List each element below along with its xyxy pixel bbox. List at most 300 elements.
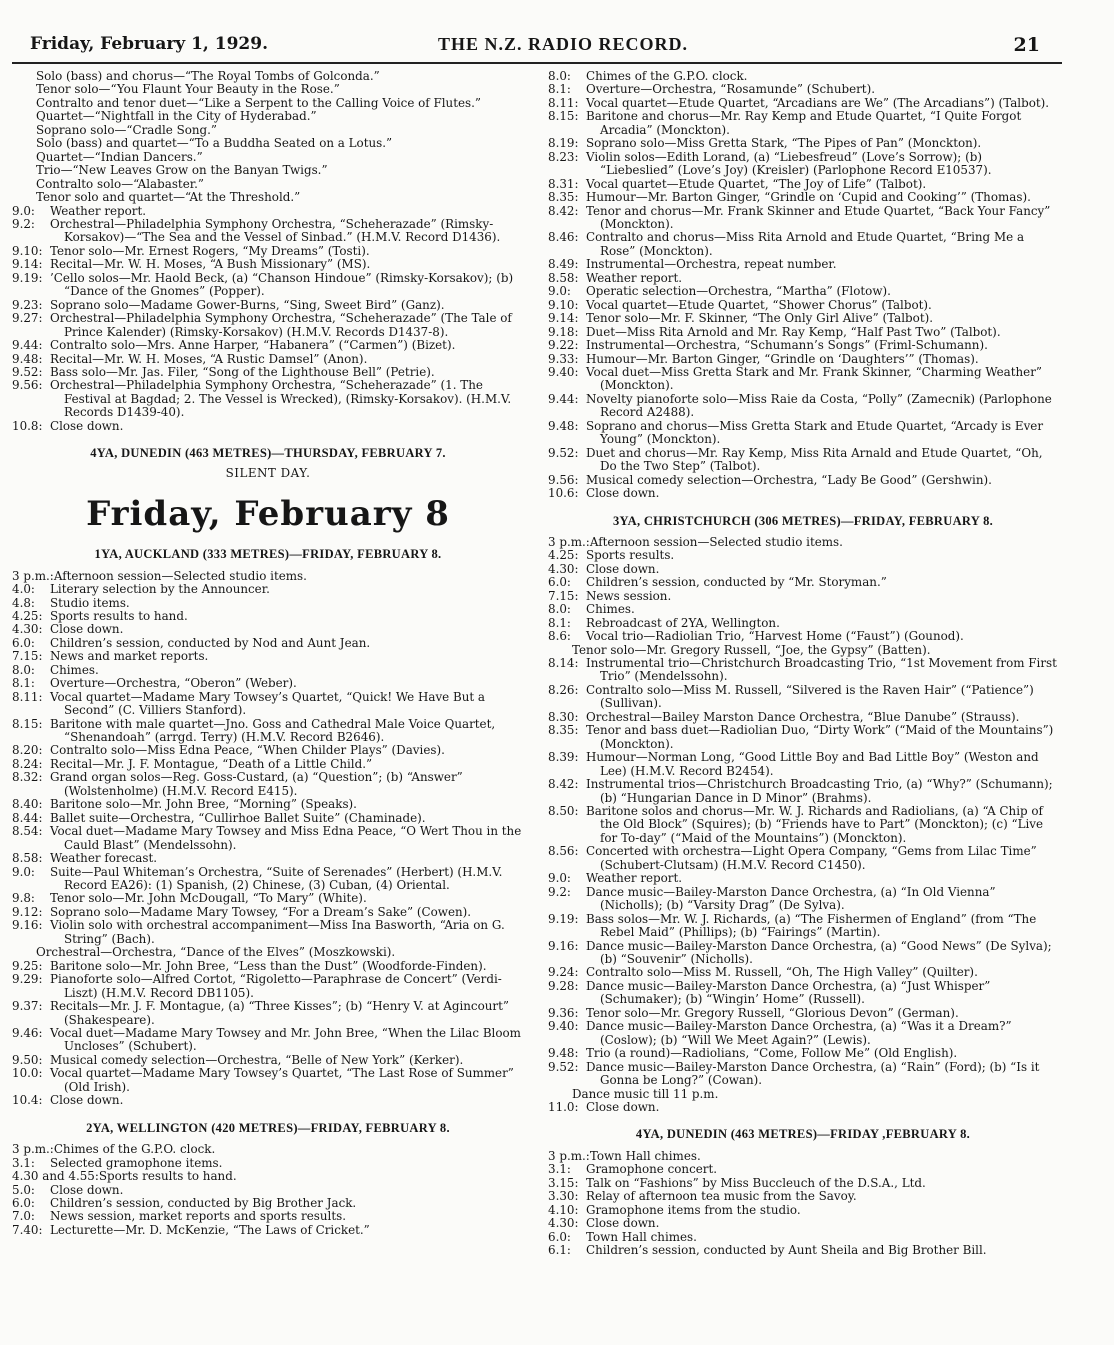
programme-entry	[12, 852, 524, 865]
entry-text: Rebroadcast of 2YA, Wellington.	[586, 615, 780, 630]
programme-entry	[12, 623, 524, 636]
entry-time: 9.22:	[548, 338, 579, 353]
entry-time: 9.52:	[548, 1059, 579, 1074]
entry-text: Baritone solo—Mr. John Bree, “Morning” (Speaks).	[50, 797, 357, 812]
programme-entry	[12, 610, 524, 623]
entry-text: Tenor solo—Mr. Ernest Rogers, “My Dreams” (Tosti).	[50, 243, 370, 258]
entry-time: 9.19:	[12, 270, 43, 285]
programme-entry	[12, 1067, 524, 1094]
right-column	[548, 70, 1058, 1258]
entry-text: Close down.	[586, 1099, 660, 1114]
entry-time: 9.28:	[548, 978, 579, 993]
section-heading: 4YA, DUNEDIN (463 METRES)—FRIDAY ,FEBRUARY 8.	[635, 1127, 971, 1142]
programme-entry	[548, 205, 1058, 232]
programme-entry	[12, 583, 524, 596]
entry-text: Contralto solo—Miss M. Russell, “Silvered is the Raven Hair” (“Patience”) (Sullivan).	[586, 682, 1034, 711]
programme-entry	[548, 1007, 1058, 1020]
entry-time: 9.16:	[548, 938, 579, 953]
entry-text: Duet and chorus—Mr. Ray Kemp, Miss Rita Arnald and Etude Quartet, “Oh, Do the Two Step” (Talbot).	[586, 445, 1043, 474]
programme-entry	[12, 137, 524, 150]
programme-entry	[548, 845, 1058, 872]
entry-time: 9.48:	[548, 1046, 579, 1061]
entry-time: 9.48:	[548, 418, 579, 433]
entry-text: Vocal trio—Radiolian Trio, “Harvest Home (“Faust”) (Gounod).	[586, 629, 964, 644]
entry-text: Literary selection by the Announcer.	[50, 582, 270, 597]
programme-entry	[548, 1101, 1058, 1114]
programme-entry	[12, 70, 524, 83]
programme-entry	[548, 684, 1058, 711]
entry-time: 8.46:	[548, 230, 579, 245]
entry-text: Vocal quartet—Madame Mary Towsey’s Quartet, “The Last Rose of Summer” (Old Irish).	[50, 1066, 514, 1094]
programme-entry	[548, 751, 1058, 778]
programme-entry	[548, 590, 1058, 603]
section-heading: 1YA, AUCKLAND (333 METRES)—FRIDAY, FEBRUARY 8.	[94, 547, 442, 562]
entry-text: Vocal quartet—Etude Quartet, “Arcadians are We” (The Arcadians”) (Talbot).	[586, 95, 1050, 110]
entry-time: 8.23:	[548, 149, 579, 164]
entry-time: 8.6:	[548, 629, 571, 644]
entry-time: 10.4:	[12, 1093, 43, 1108]
programme-entry	[12, 1143, 524, 1156]
entry-text: Violin solos—Edith Lorand, (a) “Liebesfreud” (Love’s Sorrow); (b) “Liebeslied” (Love’s Joy) (Kreisler) (Parlophone Record E10537).	[586, 149, 992, 178]
entry-text: Soprano solo—Madame Mary Towsey, “For a Dream’s Sake” (Cowen).	[50, 904, 472, 919]
entry-time: 8.0:	[12, 662, 35, 677]
entry-text: Dance music—Bailey-Marston Dance Orchestra, (a) “Was it a Dream?” (Coslow); (b) “Will We Meet Again?” (Lewis).	[586, 1019, 1012, 1047]
entry-text: Pianoforte solo—Alfred Cortot, “Rigoletto—Paraphrase de Concert” (Verdi-Liszt) (H.M.V. Record DB1105).	[50, 972, 502, 1000]
programme-entry	[548, 110, 1058, 137]
programme-entry	[12, 164, 524, 177]
entry-text: Soprano solo—Madame Gower-Burns, “Sing, Sweet Bird” (Ganz).	[50, 297, 445, 312]
entry-time: 8.42:	[548, 203, 579, 218]
entry-text: Baritone solos and chorus—Mr. W. J. Richards and Radiolians, (a) “A Chip of the Old Block” (Squires); (b) “Friends have to Part” (Monckton); (c) “Live for To-day” (“Maid of the Mountains”) (Monckton).	[586, 804, 1044, 845]
programme-list	[12, 570, 524, 1108]
silent-day-note: SILENT DAY.	[225, 465, 311, 480]
programme-entry	[548, 1190, 1058, 1203]
entry-text: Contralto and tenor duet—“Like a Serpent to the Calling Voice of Flutes.”	[36, 95, 481, 110]
entry-text: Talk on “Fashions” by Miss Buccleuch of the D.S.A., Ltd.	[586, 1175, 926, 1190]
programme-entry	[12, 299, 524, 312]
entry-text: Soprano and chorus—Miss Gretta Stark and Etude Quartet, “Arcady is Ever Young” (Monckton).	[586, 418, 1044, 447]
entry-time: 8.54:	[12, 824, 43, 839]
entry-text: Vocal quartet—Etude Quartet, “The Joy of Life” (Talbot).	[586, 176, 927, 191]
entry-time: 8.1:	[548, 615, 571, 630]
entry-time: 8.42:	[548, 777, 579, 792]
entry-time: 9.0:	[12, 203, 35, 218]
programme-list	[12, 1143, 524, 1237]
entry-text: Soprano solo—“Cradle Song.”	[36, 122, 218, 137]
entry-text: Violin solo with orchestral accompaniment—Miss Ina Basworth, “Aria on G. String” (Bach).	[50, 918, 505, 946]
programme-entry	[548, 576, 1058, 589]
entry-time: 8.19:	[548, 136, 579, 151]
entry-text: Vocal duet—Madame Mary Towsey and Mr. John Bree, “When the Lilac Bloom Uncloses” (Schubert).	[50, 1026, 521, 1054]
programme-entry	[12, 420, 524, 433]
programme-entry	[12, 124, 524, 137]
entry-text: ’Cello solos—Mr. Haold Beck, (a) “Chanson Hindoue” (Rimsky-Korsakov); (b) “Dance of the Gnomes” (Popper).	[50, 270, 514, 299]
entry-time: 9.2:	[548, 884, 571, 899]
section-heading: 2YA, WELLINGTON (420 METRES)—FRIDAY, FEBRUARY 8.	[86, 1120, 450, 1135]
entry-time: 9.56:	[548, 472, 579, 487]
entry-time: 9.0:	[12, 864, 35, 879]
entry-time: 8.20:	[12, 743, 43, 758]
entry-text: Chimes.	[586, 602, 635, 617]
entry-text: Bass solo—Mr. Jas. Filer, “Song of the Lighthouse Bell” (Petrie).	[50, 364, 435, 379]
entry-text: Lecturette—Mr. D. McKenzie, “The Laws of Cricket.”	[50, 1222, 370, 1237]
programme-entry	[548, 1177, 1058, 1190]
entry-text: Dance music—Bailey-Marston Dance Orchestra, (a) “Rain” (Ford); (b) “Is it Gonna be Long?” (Cowan).	[586, 1059, 1040, 1088]
entry-time: 9.24:	[548, 965, 579, 980]
programme-entry	[12, 973, 524, 1000]
entry-text: Instrumental trio—Christchurch Broadcasting Trio, “1st Movement from First Trio” (Mendelssohn).	[586, 656, 1057, 684]
programme-entry	[548, 312, 1058, 325]
entry-time: 8.0:	[548, 602, 571, 617]
programme-entry	[12, 312, 524, 339]
programme-entry	[12, 960, 524, 973]
entry-time: 10.6:	[548, 486, 579, 501]
programme-list	[12, 70, 524, 433]
entry-time: 9.25:	[12, 958, 43, 973]
entry-time: 9.2:	[12, 216, 35, 231]
programme-entry	[548, 285, 1058, 298]
programme-entry	[548, 97, 1058, 110]
entry-time: 9.19:	[548, 911, 579, 926]
programme-entry	[12, 677, 524, 690]
entry-time: 8.30:	[548, 709, 579, 724]
entry-text: Dance music—Bailey-Marston Dance Orchestra, (a) “Good News” (De Sylva); (b) “Souvenir” (Nicholls).	[586, 938, 1052, 966]
programme-entry	[12, 353, 524, 366]
entry-time: 4.10:	[548, 1202, 579, 1217]
entry-time: 8.32:	[12, 770, 43, 785]
programme-entry	[12, 218, 524, 245]
entry-time: 8.56:	[548, 844, 579, 859]
programme-entry	[548, 657, 1058, 684]
entry-text: Close down.	[50, 418, 124, 433]
programme-entry	[12, 946, 524, 959]
entry-time: 4.25:	[12, 608, 43, 623]
entry-text: Recital—Mr. J. F. Montague, “Death of a Little Child.”	[50, 756, 373, 771]
entry-time: 7.15:	[548, 588, 579, 603]
entry-time: 8.49:	[548, 257, 579, 272]
entry-text: Children’s session, conducted by “Mr. Storyman.”	[586, 575, 887, 590]
entry-text: Tenor solo—Mr. F. Skinner, “The Only Girl Alive” (Talbot).	[586, 311, 934, 326]
entry-time: 3.1:	[12, 1155, 35, 1170]
programme-entry	[12, 339, 524, 352]
programme-entry	[12, 570, 524, 583]
entry-text: Novelty pianoforte solo—Miss Raie da Costa, “Polly” (Zamecnik) (Parlophone Record A2488).	[586, 391, 1052, 420]
programme-entry	[12, 597, 524, 610]
entry-time: 4.0:	[12, 582, 35, 597]
entry-text: Weather report.	[50, 203, 147, 218]
header-rule	[12, 62, 1062, 64]
programme-entry	[548, 353, 1058, 366]
programme-entry	[548, 1020, 1058, 1047]
entry-text: Contralto and chorus—Miss Rita Arnold and Etude Quartet, “Bring Me a Rose” (Monckton).	[586, 230, 1025, 258]
programme-entry	[12, 97, 524, 110]
programme-entry	[12, 1157, 524, 1170]
programme-entry	[12, 1210, 524, 1223]
entry-time: 8.35:	[548, 723, 579, 738]
entry-text: Duet—Miss Rita Arnold and Mr. Ray Kemp, “Half Past Two” (Talbot).	[586, 324, 1001, 339]
entry-text: Vocal duet—Miss Gretta Stark and Mr. Frank Skinner, “Charming Weather” (Monckton).	[586, 364, 1042, 393]
programme-entry	[12, 245, 524, 258]
entry-text: Grand organ solos—Reg. Goss-Custard, (a) “Question”; (b) “Answer” (Wolstenholme) (H.M.V. Record E415).	[50, 770, 463, 798]
entry-time: 9.44:	[548, 391, 579, 406]
entry-text: Instrumental trios—Christchurch Broadcasting Trio, (a) “Why?” (Schumann); (b) “Hungarian Dance in D Minor” (Brahms).	[586, 777, 1053, 805]
programme-entry	[548, 487, 1058, 500]
entry-text: Tenor solo—Mr. Gregory Russell, “Joe, the Gypsy” (Batten).	[572, 642, 931, 657]
programme-entry	[548, 1217, 1058, 1230]
entry-text: Weather forecast.	[50, 851, 158, 866]
page-header	[30, 34, 1040, 60]
entry-text: Musical comedy selection—Orchestra, “Lady Be Good” (Gershwin).	[586, 472, 992, 487]
entry-text: Afternoon session—Selected studio items.	[589, 534, 843, 549]
entry-time: 9.14:	[12, 257, 43, 272]
entry-text: News session.	[586, 588, 672, 603]
entry-text: Dance music till 11 p.m.	[572, 1086, 719, 1101]
programme-entry	[12, 664, 524, 677]
entry-text: Close down.	[50, 1182, 124, 1197]
programme-entry	[12, 110, 524, 123]
entry-text: Children’s session, conducted by Nod and Aunt Jean.	[50, 635, 371, 650]
programme-entry	[12, 691, 524, 718]
programme-entry	[548, 70, 1058, 83]
entry-text: Bass solos—Mr. W. J. Richards, (a) “The Fishermen of England” (from “The Rebel Maid” (Phillips); (b) “Fairings” (Martin).	[586, 911, 1037, 940]
programme-entry	[548, 536, 1058, 549]
programme-entry	[12, 771, 524, 798]
programme-entry	[548, 326, 1058, 339]
entry-time: 4.30:	[548, 561, 579, 576]
entry-text: Weather report.	[586, 270, 683, 285]
entry-time: 9.16:	[12, 918, 43, 933]
entry-text: Orchestral—Bailey Marston Dance Orchestra, “Blue Danube” (Strauss).	[586, 709, 1020, 724]
programme-entry	[12, 151, 524, 164]
programme-entry	[548, 805, 1058, 845]
programme-entry	[548, 339, 1058, 352]
programme-entry	[548, 1231, 1058, 1244]
programme-entry	[548, 711, 1058, 724]
entry-time: 9.0:	[548, 284, 571, 299]
entry-text: Children’s session, conducted by Aunt Sheila and Big Brother Bill.	[586, 1243, 987, 1258]
entry-time: 5.0:	[12, 1182, 35, 1197]
entry-text: Recitals—Mr. J. F. Montague, (a) “Three Kisses”; (b) “Henry V. at Agincourt” (Shakespeare).	[50, 999, 509, 1027]
entry-text: News and market reports.	[50, 649, 209, 664]
programme-entry	[548, 980, 1058, 1007]
entry-text: Solo (bass) and quartet—“To a Buddha Seated on a Lotus.”	[36, 136, 393, 151]
entry-time: 9.52:	[548, 445, 579, 460]
entry-text: Close down.	[586, 561, 660, 576]
programme-entry	[548, 872, 1058, 885]
entry-text: Quartet—“Indian Dancers.”	[36, 149, 203, 164]
programme-entry	[548, 940, 1058, 967]
entry-time: 9.18:	[548, 324, 579, 339]
entry-time: 3 p.m.:	[12, 1142, 54, 1157]
entry-text: Orchestral—Philadelphia Symphony Orchestra, “Scheherazade” (Rimsky-Korsakov)—“The Sea and the Vessel of Sinbad.” (H.M.V. Record D1436).	[50, 216, 501, 245]
entry-text: Town Hall chimes.	[586, 1229, 697, 1244]
entry-time: 8.39:	[548, 750, 579, 765]
entry-time: 9.46:	[12, 1026, 43, 1040]
programme-entry	[12, 744, 524, 757]
programme-entry	[548, 1088, 1058, 1101]
programme-entry	[548, 1204, 1058, 1217]
entry-time: 4.30:	[548, 1216, 579, 1231]
entry-time: 8.0:	[548, 69, 571, 83]
header-date: Friday, February 1, 1929.	[30, 34, 268, 54]
entry-text: Gramophone items from the studio.	[586, 1202, 801, 1217]
programme-entry	[548, 778, 1058, 805]
entry-time: 9.33:	[548, 351, 579, 366]
entry-text: Orchestral—Orchestra, “Dance of the Elves” (Moszkowski).	[36, 945, 396, 960]
programme-entry	[548, 474, 1058, 487]
section-heading: 3YA, CHRISTCHURCH (306 METRES)—FRIDAY, FEBRUARY 8.	[612, 513, 994, 528]
entry-time: 9.27:	[12, 311, 43, 326]
programme-entry	[12, 379, 524, 419]
entry-time: 3.15:	[548, 1175, 579, 1190]
entry-time: 9.29:	[12, 972, 43, 987]
entry-time: 9.36:	[548, 1005, 579, 1020]
programme-entry	[12, 178, 524, 191]
entry-time: 4.30:	[12, 622, 43, 637]
entry-text: Studio items.	[50, 595, 130, 610]
programme-entry	[548, 966, 1058, 979]
entry-text: Instrumental—Orchestra, “Schumann’s Songs” (Friml-Schumann).	[586, 338, 988, 353]
entry-time: 8.50:	[548, 804, 579, 819]
entry-text: Trio (a round)—Radiolians, “Come, Follow Me” (Old English).	[586, 1046, 958, 1061]
entry-text: Concerted with orchestra—Light Opera Company, “Gems from Lilac Time” (Schubert-Clutsam) (H.M.V. Record C1450).	[586, 844, 1037, 872]
programme-entry	[12, 1094, 524, 1107]
entry-time: 3 p.m.:	[548, 1148, 590, 1163]
programme-entry	[12, 1184, 524, 1197]
entry-text: Chimes of the G.P.O. clock.	[53, 1142, 216, 1157]
entry-time: 8.26:	[548, 682, 579, 697]
programme-list	[548, 70, 1058, 501]
entry-time: 9.14:	[548, 311, 579, 326]
entry-text: Recital—Mr. W. H. Moses, “A Rustic Damsel” (Anon).	[50, 351, 368, 366]
entry-text: Relay of afternoon tea music from the Savoy.	[586, 1189, 857, 1204]
entry-time: 9.48:	[12, 351, 43, 366]
entry-text: Overture—Orchestra, “Oberon” (Weber).	[50, 676, 297, 691]
entry-time: 8.31:	[548, 176, 579, 191]
entry-time: 6.0:	[12, 1195, 35, 1210]
programme-entry	[548, 83, 1058, 96]
entry-text: Sports results.	[586, 548, 675, 563]
entry-time: 8.11:	[12, 689, 43, 704]
programme-list	[548, 536, 1058, 1114]
entry-time: 3 p.m.:	[12, 568, 54, 583]
entry-text: Sports results to hand.	[98, 1169, 237, 1184]
programme-entry	[12, 205, 524, 218]
entry-text: Soprano solo—Miss Gretta Stark, “The Pipes of Pan” (Monckton).	[586, 136, 982, 151]
entry-time: 9.12:	[12, 904, 43, 919]
entry-time: 6.0:	[548, 575, 571, 590]
programme-entry	[548, 231, 1058, 258]
programme-entry	[12, 1054, 524, 1067]
entry-time: 8.35:	[548, 190, 579, 205]
programme-entry	[12, 366, 524, 379]
programme-entry	[12, 798, 524, 811]
entry-text: Instrumental—Orchestra, repeat number.	[586, 257, 837, 272]
entry-text: Contralto solo—Miss M. Russell, “Oh, The High Valley” (Quilter).	[586, 965, 978, 980]
entry-text: Overture—Orchestra, “Rosamunde” (Schubert).	[586, 82, 876, 97]
programme-entry	[12, 919, 524, 946]
entry-text: Weather report.	[586, 871, 683, 886]
entry-time: 9.0:	[548, 871, 571, 886]
day-heading: Friday, February 8	[86, 494, 450, 535]
programme-entry	[548, 644, 1058, 657]
entry-time: 6.0:	[12, 635, 35, 650]
programme-entry	[548, 617, 1058, 630]
entry-text: Humour—Mr. Barton Ginger, “Grindle on ‘Daughters’” (Thomas).	[586, 351, 979, 366]
entry-time: 4.25:	[548, 548, 579, 563]
programme-entry	[12, 258, 524, 271]
programme-entry	[548, 1061, 1058, 1088]
entry-text: Tenor solo—Mr. Gregory Russell, “Glorious Devon” (German).	[586, 1005, 959, 1020]
programme-entry	[548, 724, 1058, 751]
entry-text: Musical comedy selection—Orchestra, “Belle of New York” (Kerker).	[50, 1052, 464, 1067]
entry-text: Contralto solo—Miss Edna Peace, “When Childer Plays” (Davies).	[50, 743, 445, 758]
entry-text: Quartet—“Nightfall in the City of Hyderabad.”	[36, 109, 317, 124]
programme-entry	[548, 420, 1058, 447]
entry-text: Baritone solo—Mr. John Bree, “Less than the Dust” (Woodforde-Finden).	[50, 958, 487, 973]
entry-text: Close down.	[586, 1216, 660, 1231]
programme-entry	[548, 1163, 1058, 1176]
programme-entry	[12, 650, 524, 663]
entry-text: Humour—Mr. Barton Ginger, “Grindle on ‘Cupid and Cooking’” (Thomas).	[586, 190, 1031, 205]
entry-time: 8.44:	[12, 810, 43, 825]
entry-text: Tenor solo—“You Flaunt Your Beauty in the Rose.”	[36, 82, 340, 97]
entry-text: Afternoon session—Selected studio items.	[53, 568, 307, 583]
entry-time: 9.40:	[548, 364, 579, 379]
entry-text: Chimes.	[50, 662, 99, 677]
entry-time: 8.40:	[12, 797, 43, 812]
entry-text: Trio—“New Leaves Grow on the Banyan Twigs.”	[36, 163, 328, 178]
entry-text: Baritone and chorus—Mr. Ray Kemp and Etude Quartet, “I Quite Forgot Arcadia” (Monckton).	[586, 109, 1022, 137]
entry-text: Dance music—Bailey-Marston Dance Orchestra, (a) “In Old Vienna” (Nicholls); (b) “Varsity Drag” (De Sylva).	[586, 884, 996, 913]
entry-text: Sports results to hand.	[50, 608, 188, 623]
programme-entry	[12, 866, 524, 893]
programme-entry	[548, 191, 1058, 204]
entry-time: 8.15:	[548, 109, 579, 124]
entry-time: 6.1:	[548, 1243, 571, 1258]
entry-text: Contralto solo—Mrs. Anne Harper, “Habanera” (“Carmen”) (Bizet).	[50, 338, 456, 353]
entry-time: 8.11:	[548, 95, 579, 110]
programme-entry	[12, 1197, 524, 1210]
entry-text: Tenor and chorus—Mr. Frank Skinner and Etude Quartet, “Back Your Fancy” (Monckton).	[586, 203, 1051, 231]
entry-time: 4.8:	[12, 595, 35, 610]
programme-entry	[548, 549, 1058, 562]
entry-time: 4.30 and 4.55:	[12, 1169, 99, 1184]
programme-entry	[12, 758, 524, 771]
section-heading: 4YA, DUNEDIN (463 METRES)—THURSDAY, FEBRUARY 7.	[90, 446, 446, 461]
entry-text: Selected gramophone items.	[50, 1155, 223, 1170]
entry-text: Tenor solo and quartet—“At the Threshold.”	[36, 190, 301, 205]
programme-entry	[548, 366, 1058, 393]
entry-text: Close down.	[50, 622, 124, 637]
programme-entry	[548, 1150, 1058, 1163]
entry-time: 9.37:	[12, 999, 43, 1014]
programme-entry	[12, 1000, 524, 1027]
entry-time: 9.52:	[12, 364, 43, 379]
programme-entry	[12, 718, 524, 745]
entry-text: Vocal quartet—Madame Mary Towsey’s Quartet, “Quick! We Have But a Second” (C. Villiers Stanford).	[50, 689, 486, 718]
header-publication: THE N.Z. RADIO RECORD.	[438, 34, 689, 54]
programme-entry	[548, 393, 1058, 420]
entry-time: 9.56:	[12, 378, 43, 393]
entry-time: 7.0:	[12, 1209, 35, 1224]
entry-time: 9.44:	[12, 338, 43, 353]
entry-time: 3.1:	[548, 1162, 571, 1177]
entry-text: Children’s session, conducted by Big Brother Jack.	[50, 1195, 357, 1210]
entry-time: 3.30:	[548, 1189, 579, 1204]
entry-text: Recital—Mr. W. H. Moses, “A Bush Missionary” (MS).	[50, 257, 371, 272]
programme-entry	[12, 272, 524, 299]
